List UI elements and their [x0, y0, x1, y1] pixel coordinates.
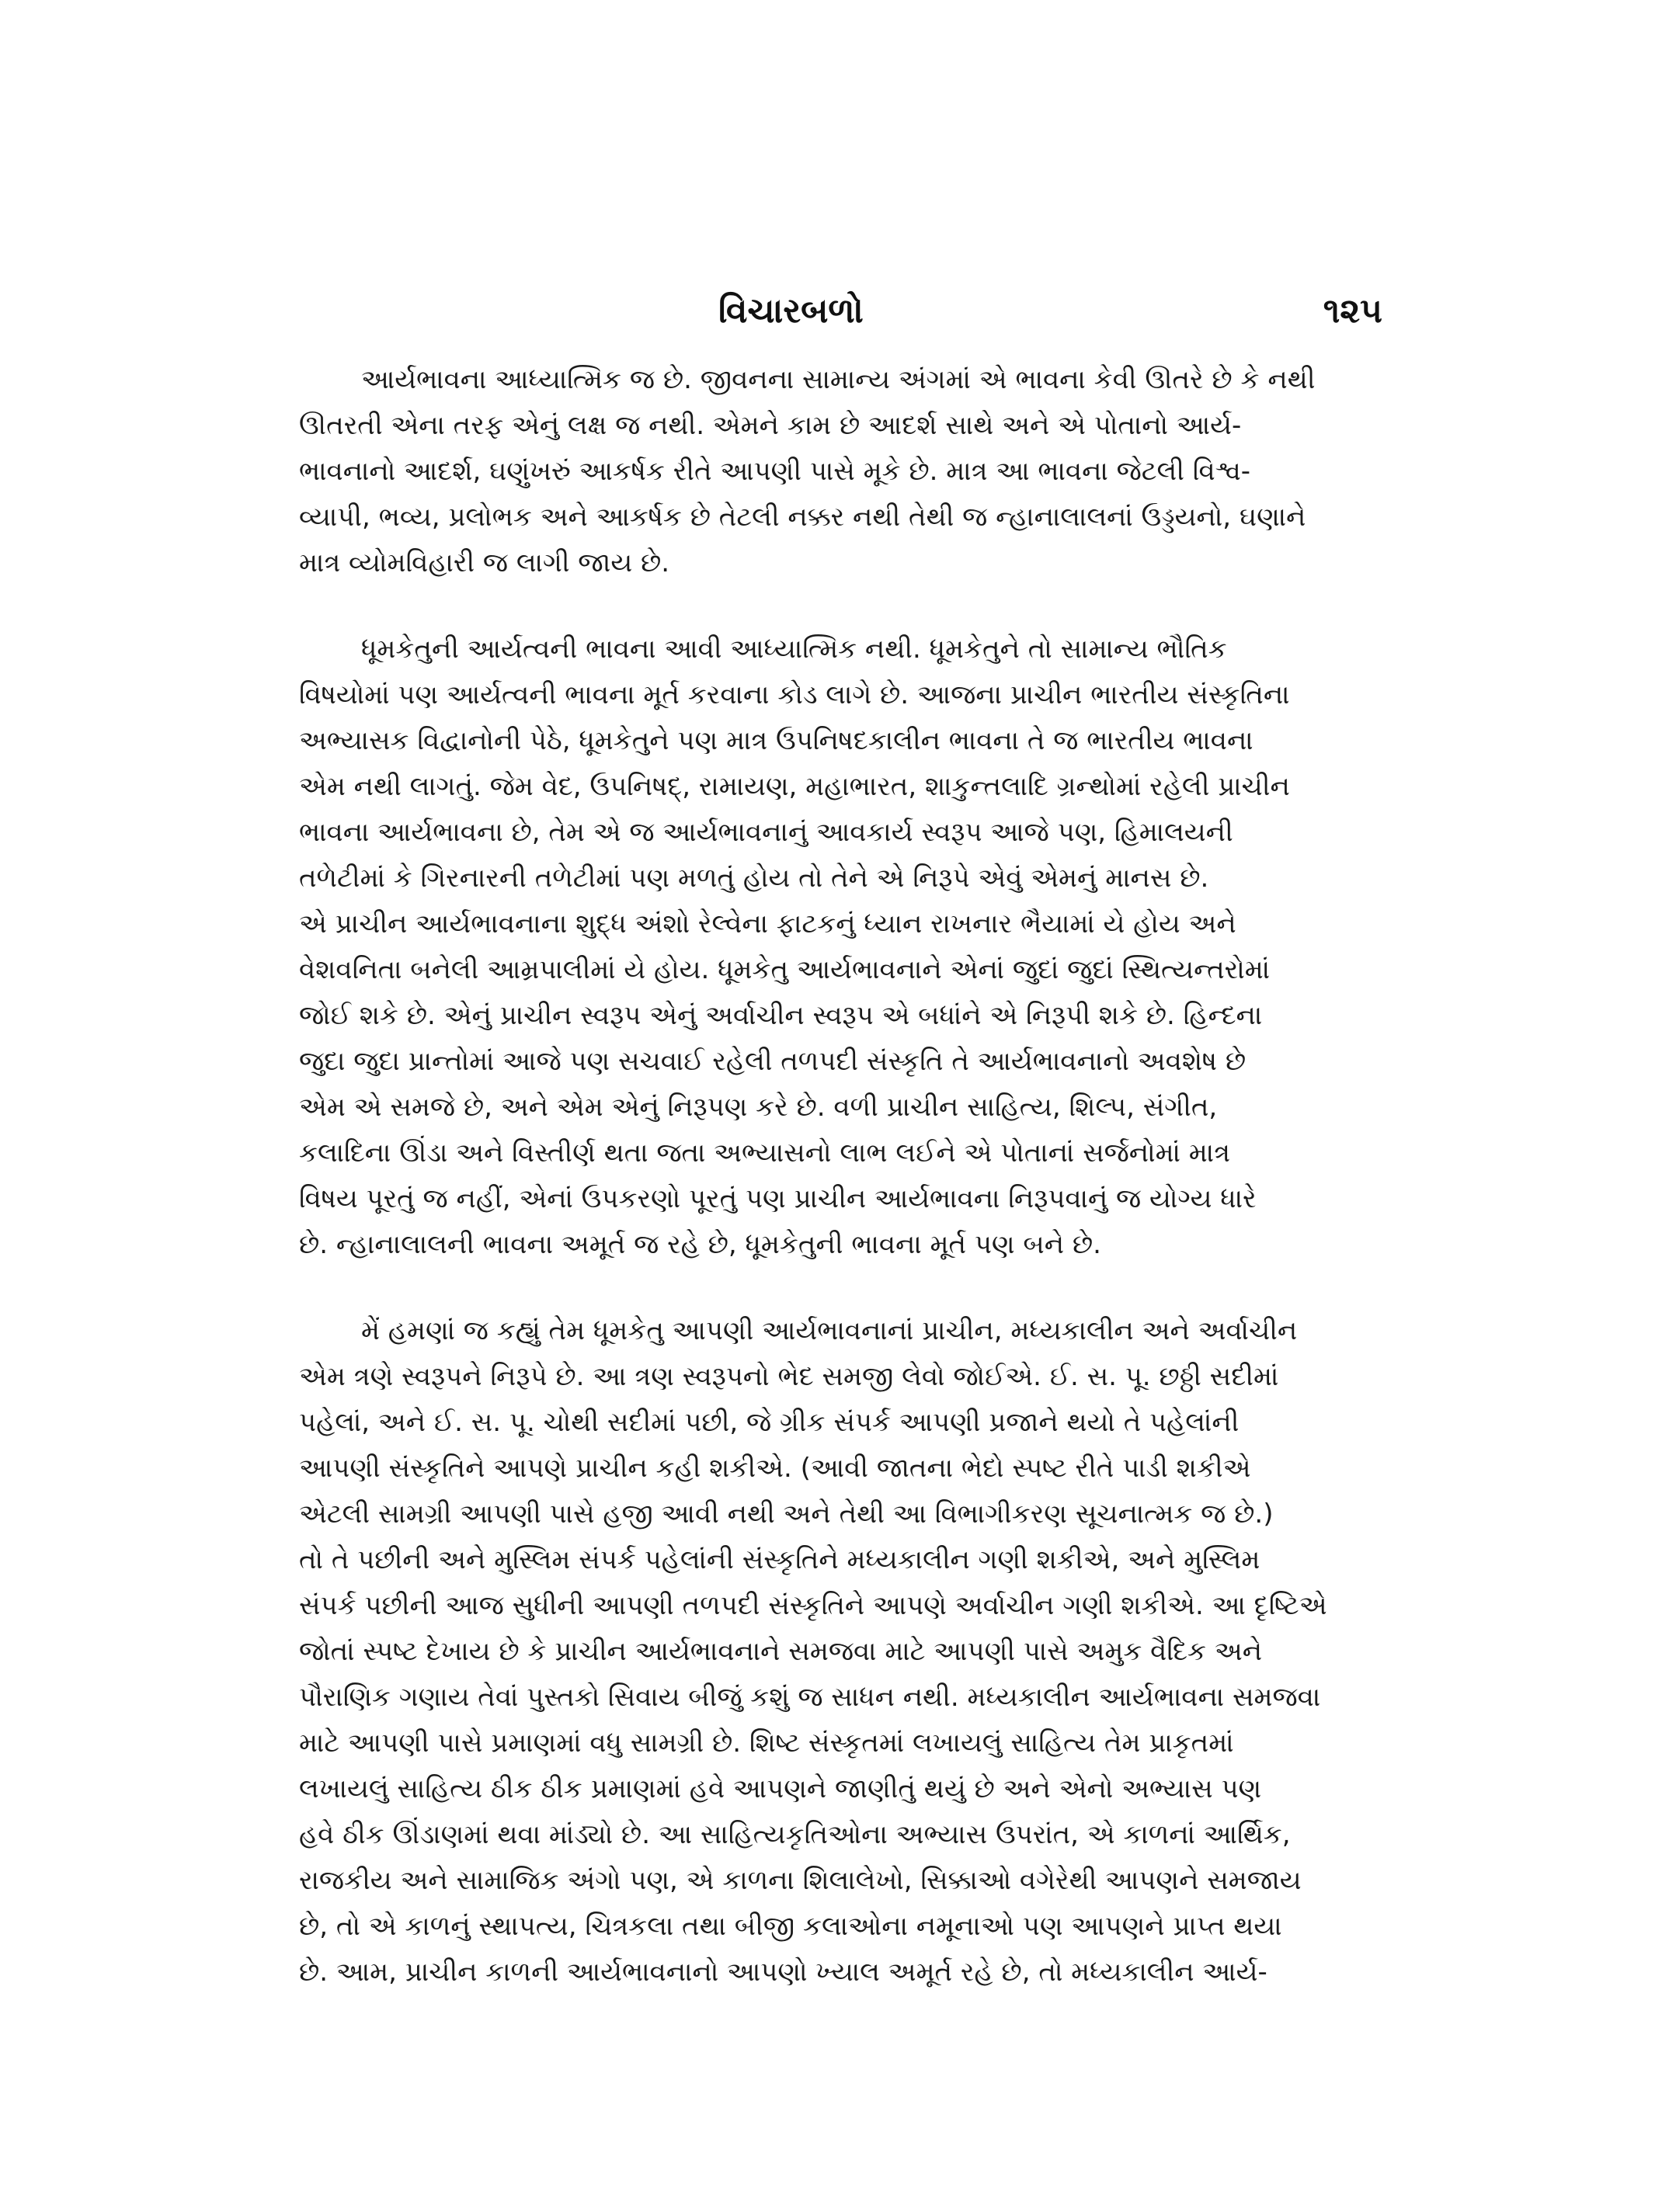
- text-line: રાજકીય અને સામાજિક અંગો પણ, એ કાળના શિલાલેખો, સિક્કાઓ વગેરેથી આપણને સમજાય: [299, 1865, 1302, 1896]
- text-line: છે. આમ, પ્રાચીન કાળની આર્યભાવનાનો આપણો ખ્યાલ અમૂર્ત રહે છે, તો મધ્યકાલીન આર્ય-: [299, 1957, 1267, 1988]
- text-line: સંપર્ક પછીની આજ સુધીની આપણી તળપદી સંસ્કૃતિને આપણે અર્વાચીન ગણી શકીએ. આ દૃષ્ટિએ: [299, 1590, 1327, 1621]
- text-line: ભાવનાનો આદર્શ, ઘણુંખરું આકર્ષક રીતે આપણી પાસે મૂકે છે. માત્ર આ ભાવના જેટલી વિશ્વ-: [299, 456, 1251, 487]
- text-line: જોતાં સ્પષ્ટ દેખાય છે કે પ્રાચીન આર્યભાવનાને સમજવા માટે આપણી પાસે અમુક વૈદિક અને: [299, 1636, 1263, 1667]
- text-line: એટલી સામગ્રી આપણી પાસે હજી આવી નથી અને તેથી આ વિભાગીકરણ સૂચનાત્મક જ છે.): [299, 1498, 1274, 1530]
- body-text: [299, 357, 1382, 1995]
- text-line: છે. ન્હાનાલાલની ભાવના અમૂર્ત જ રહે છે, ધૂમકેતુની ભાવના મૂર્ત પણ બને છે.: [299, 1229, 1101, 1260]
- running-header: [299, 291, 1382, 346]
- text-line: લખાયલું સાહિત્ય ઠીક ઠીક પ્રમાણમાં હવે આપણને જાણીતું થયું છે અને એનો અભ્યાસ પણ: [299, 1773, 1262, 1804]
- text-line: તળેટીમાં કે ગિરનારની તળેટીમાં પણ મળતું હોય તો તેને એ નિરૂપે એવું એમનું માનસ છે.: [299, 863, 1209, 894]
- text-line: આર્યભાવના આધ્યાત્મિક જ છે. જીવનના સામાન્ય અંગમાં એ ભાવના કેવી ઊતરે છે કે નથી: [361, 364, 1316, 395]
- text-line: એમ એ સમજે છે, અને એમ એનું નિરૂપણ કરે છે. વળી પ્રાચીન સાહિત્ય, શિલ્પ, સંગીત,: [299, 1092, 1218, 1123]
- text-line: માત્ર વ્યોમવિહારી જ લાગી જાય છે.: [299, 547, 670, 578]
- text-line: હવે ઠીક ઊંડાણમાં થવા માંડ્યો છે. આ સાહિત્યકૃતિઓના અભ્યાસ ઉપરાંત, એ કાળનાં આર્થિક,: [299, 1819, 1291, 1850]
- text-line: જોઈ શકે છે. એનું પ્રાચીન સ્વરૂપ એનું અર્વાચીન સ્વરૂપ એ બધાંને એ નિરૂપી શકે છે. હિન્દના: [299, 1000, 1263, 1031]
- text-line: આપણી સંસ્કૃતિને આપણે પ્રાચીન કહી શકીએ. (આવી જાતના ભેદો સ્પષ્ટ રીતે પાડી શકીએ: [299, 1453, 1251, 1484]
- paragraph: [299, 627, 1382, 1268]
- text-line: છે, તો એ કાળનું સ્થાપત્ય, ચિત્રકલા તથા બીજી કલાઓના નમૂનાઓ પણ આપણને પ્રાપ્ત થયા: [299, 1911, 1282, 1942]
- text-line: એમ ત્રણે સ્વરૂપને નિરૂપે છે. આ ત્રણ સ્વરૂપનો ભેદ સમજી લેવો જોઈએ. ઈ. સ. પૂ. છઠ્ઠી સદીમાં: [299, 1361, 1279, 1392]
- chapter-title: વિચારબળો: [718, 291, 864, 331]
- text-line: ભાવના આર્યભાવના છે, તેમ એ જ આર્યભાવનાનું આવકાર્ય સ્વરૂપ આજે પણ, હિમાલયની: [299, 817, 1233, 848]
- text-line: પૌરાણિક ગણાય તેવાં પુસ્તકો સિવાય બીજું કશું જ સાધન નથી. મધ્યકાલીન આર્યભાવના સમજવા: [299, 1682, 1321, 1713]
- text-line: તો તે પછીની અને મુસ્લિમ સંપર્ક પહેલાંની સંસ્કૃતિને મધ્યકાલીન ગણી શકીએ, અને મુસ્લિમ: [299, 1544, 1260, 1575]
- text-line: કલાદિના ઊંડા અને વિસ્તીર્ણ થતા જતા અભ્યાસનો લાભ લઈને એ પોતાનાં સર્જનોમાં માત્ર: [299, 1137, 1230, 1169]
- text-line: માટે આપણી પાસે પ્રમાણમાં વધુ સામગ્રી છે. શિષ્ટ સંસ્કૃતમાં લખાયલું સાહિત્ય તેમ પ્રાકૃતમાં: [299, 1728, 1234, 1759]
- text-line: વેશવનિતા બનેલી આમ્રપાલીમાં યે હોય. ધૂમકેતુ આર્યભાવનાને એનાં જુદાં જુદાં સ્થિત્યન્તરોમાં: [299, 954, 1271, 985]
- text-line: વિષય પૂરતું જ નહીં, એનાં ઉપકરણો પૂરતું પણ પ્રાચીન આર્યભાવના નિરૂપવાનું જ યોગ્ય ધારે: [299, 1183, 1257, 1214]
- page-number: ૧૨૫: [1323, 291, 1382, 331]
- text-line: એમ નથી લાગતું. જેમ વેદ, ઉપનિષદ્, રામાયણ, મહાભારત, શાકુન્તલાદિ ગ્રન્થોમાં રહેલી પ્રાચીન: [299, 771, 1290, 802]
- text-line: અભ્યાસક વિદ્વાનોની પેઠે, ધૂમકેતુને પણ માત્ર ઉપનિષદકાલીન ભાવના તે જ ભારતીય ભાવના: [299, 725, 1253, 756]
- text-line: પહેલાં, અને ઈ. સ. પૂ. ચોથી સદીમાં પછી, જે ગ્રીક સંપર્ક આપણી પ્રજાને થયો તે પહેલાંની: [299, 1407, 1240, 1438]
- paragraph: [299, 357, 1382, 586]
- text-line: વ્યાપી, ભવ્ય, પ્રલોભક અને આકર્ષક છે તેટલી નક્કર નથી તેથી જ ન્હાનાલાલનાં ઉડ્ડયનો, ઘણાને: [299, 502, 1306, 533]
- text-line: ધૂમકેતુની આર્યત્વની ભાવના આવી આધ્યાત્મિક નથી. ધૂમકેતુને તો સામાન્ય ભૌતિક: [361, 634, 1227, 665]
- text-line: જુદા જુદા પ્રાન્તોમાં આજે પણ સચવાઈ રહેલી તળપદી સંસ્કૃતિ તે આર્યભાવનાનો અવશેષ છે: [299, 1046, 1247, 1077]
- text-line: મેં હમણાં જ કહ્યું તેમ ધૂમકેતુ આપણી આર્યભાવનાનાં પ્રાચીન, મધ્યકાલીન અને અર્વાચીન: [361, 1315, 1298, 1346]
- paragraph: [299, 1308, 1382, 1995]
- text-line: એ પ્રાચીન આર્યભાવનાના શુદ્ધ અંશો રેલ્વેના ફાટકનું ધ્યાન રાખનાર ભૈયામાં યે હોય અને: [299, 908, 1236, 939]
- text-line: વિષયોમાં પણ આર્યત્વની ભાવના મૂર્ત કરવાના કોડ લાગે છે. આજના પ્રાચીન ભારતીય સંસ્કૃતિના: [299, 679, 1290, 710]
- text-line: ઊતરતી એના તરફ એનું લક્ષ જ નથી. એમને કામ છે આદર્શ સાથે અને એ પોતાનો આર્ય-: [299, 410, 1242, 441]
